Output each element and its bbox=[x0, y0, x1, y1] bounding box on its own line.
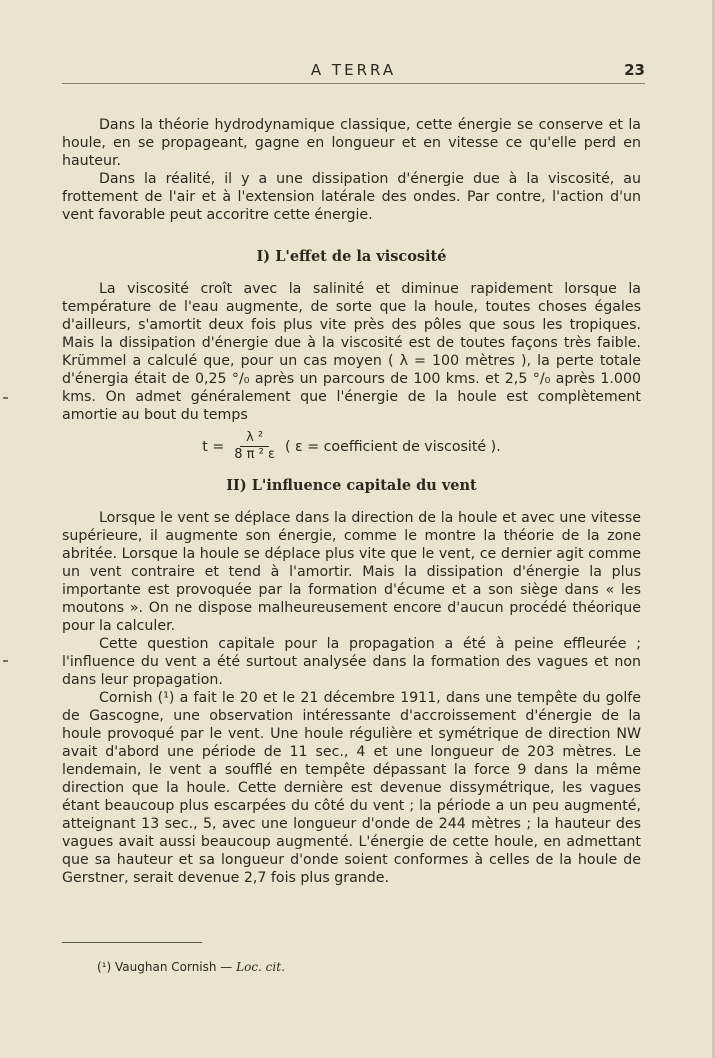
body-text bbox=[62, 116, 641, 887]
footnote bbox=[97, 960, 285, 974]
margin-mark bbox=[3, 397, 8, 399]
paragraph: La viscosité croît avec la salinité et diminue rapidement lorsque la température de l'eau augmente, de sorte que la houle, toutes choses égales d'ailleurs, s'amortit deux fois plus vite près des pôles que sous les tropiques. Mais la dissipation d'énergie due à la viscosité est de toutes façons très faible. Krümmel a calculé que, pour un cas moyen ( λ = 100 mètres ), la perte totale d'énergia était de 0,25 °/₀ après un parcours de 100 kms. et 2,5 °/₀ après 1.000 kms. On admet généralement que l'énergie de la houle est complètement amortie au bout du temps bbox=[62, 281, 641, 423]
section-heading-viscosity: I) L'effet de la viscosité bbox=[256, 248, 447, 265]
formula-fraction bbox=[228, 430, 281, 463]
formula-denominator: 8 π ² ε bbox=[234, 447, 275, 462]
footnote-marker: (¹) bbox=[97, 960, 112, 974]
running-head bbox=[62, 61, 645, 84]
paragraph: Cornish (¹) a fait le 20 et le 21 décembre 1911, dans une tempête du golfe de Gascogne, une observation intéressante d'accroissement d'énergie de la houle provoqué par le vent. Une houle régulière et symétrique de direction NW avait d'abord une période de 11 sec., 4 et une longueur de 203 mètres. Le lendemain, le vent a soufflé en tempête dépassant la force 9 dans la même direction que la houle. Cette dernière est devenue dissymétrique, les vagues étant beaucoup plus escarpées du côté du vent ; la période a un peu augmenté, atteignant 13 sec., 5, avec une longueur d'onde de 244 mètres ; la hauteur des vagues avait aussi beaucoup augmenté. L'énergie de cette houle, en admettant que sa hauteur et sa longueur d'onde soient conformes à celles de la houle de Gerstner, serait devenue 2,7 fois plus grande. bbox=[62, 690, 641, 886]
running-title: A TERRA bbox=[310, 61, 397, 79]
paragraph: Cette question capitale pour la propagation a été à peine effleurée ; l'influence du vent a été surtout analysée dans la formation des vagues et non dans leur propagation. bbox=[62, 636, 641, 688]
footnote-reference: Loc. cit. bbox=[236, 960, 285, 974]
formula bbox=[62, 430, 641, 463]
paragraph: Dans la réalité, il y a une dissipation d'énergie due à la viscosité, au frottement de l'air et à l'extension latérale des ondes. Par contre, l'action d'un vent favorable peut accoritre cette énergie. bbox=[62, 171, 641, 223]
footnote-divider bbox=[62, 942, 202, 943]
formula-numerator: λ ² bbox=[240, 430, 269, 447]
page-number: 23 bbox=[624, 61, 645, 79]
margin-mark bbox=[3, 660, 8, 662]
formula-lhs: t = bbox=[202, 438, 225, 455]
paragraph: Lorsque le vent se déplace dans la direction de la houle et avec une vitesse supérieure, il augmente son énergie, comme le montre la théorie de la zone abritée. Lorsque la houle se déplace plus vite que le vent, ce dernier agit comme un vent contraire et tend à l'amortir. Mais la dissipation d'énergie la plus importante est provoquée par la formation d'écume et a son siège dans « les moutons ». On ne dispose malheureusement encore d'aucun procédé théorique pour la calculer. bbox=[62, 510, 641, 634]
footnote-author: Vaughan Cornish — bbox=[115, 960, 233, 974]
formula-note: ( ε = coefficient de viscosité ). bbox=[284, 438, 501, 455]
paragraph: Dans la théorie hydrodynamique classique, cette énergie se conserve et la houle, en se propageant, gagne en longueur et en vitesse ce qu'elle perd en hauteur. bbox=[62, 117, 641, 169]
section-heading-wind: II) L'influence capitale du vent bbox=[226, 477, 477, 494]
